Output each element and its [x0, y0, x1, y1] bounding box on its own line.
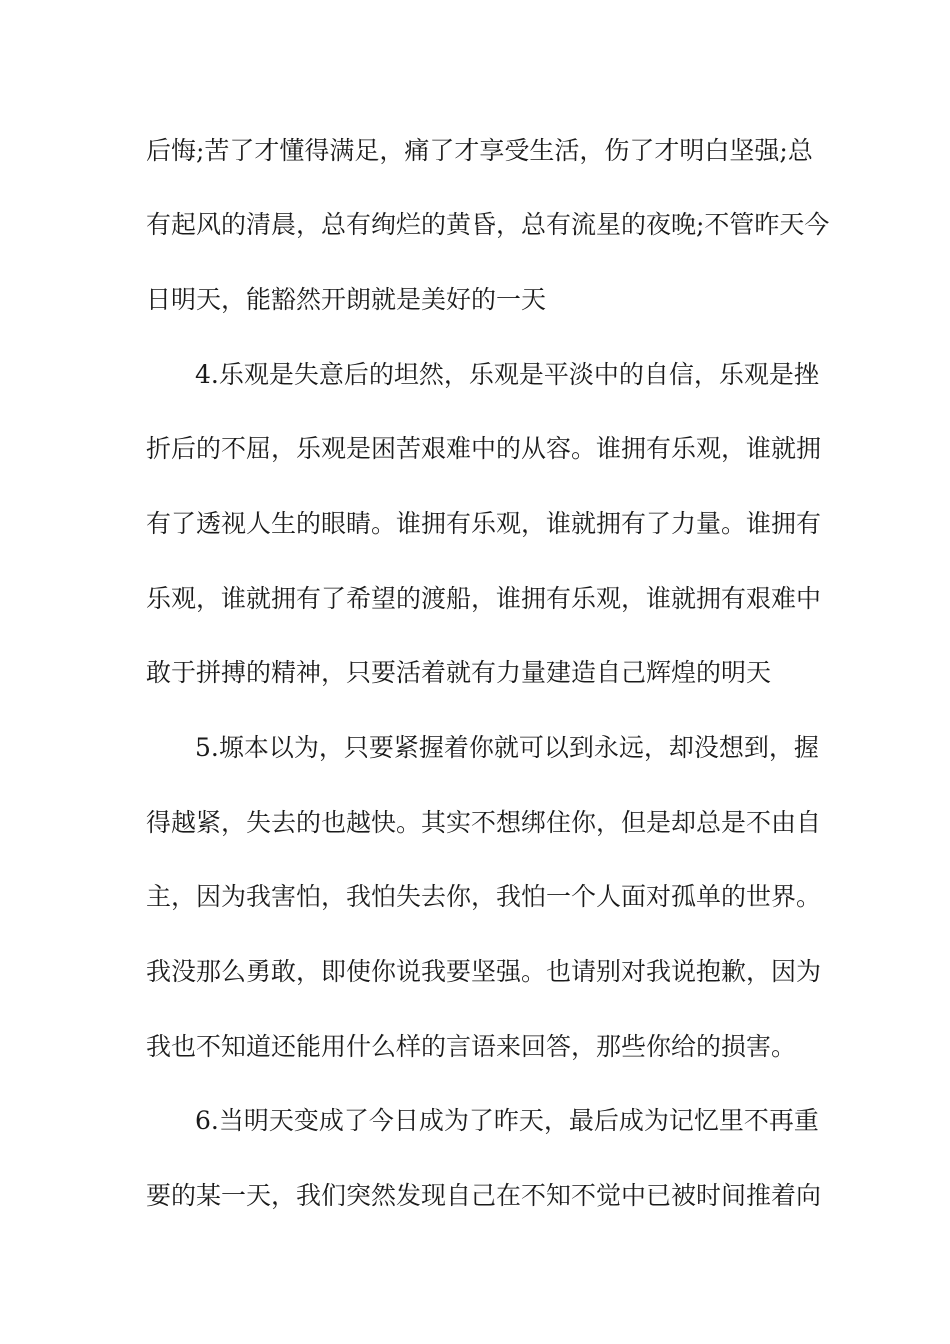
text-line: 折后的不屈，乐观是困苦艰难中的从容。谁拥有乐观，谁就拥 — [146, 434, 822, 463]
text-line: 后悔;苦了才懂得满足，痛了才享受生活，伤了才明白坚强;总 — [146, 136, 813, 165]
text-line: 乐观，谁就拥有了希望的渡船，谁拥有乐观，谁就拥有艰难中 — [146, 584, 822, 613]
paragraph-5-first-line: 5.塬本以为，只要紧握着你就可以到永远，却没想到，握 — [195, 733, 819, 762]
text-line: 有起风的清晨，总有绚烂的黄昏，总有流星的夜晚;不管昨天今 — [146, 210, 830, 239]
paragraph-4-first-line: 4.乐观是失意后的坦然，乐观是平淡中的自信，乐观是挫 — [195, 360, 819, 389]
text-line: 得越紧，失去的也越快。其实不想绑住你，但是却总是不由自 — [146, 808, 822, 837]
text-line: 有了透视人生的眼睛。谁拥有乐观，谁就拥有了力量。谁拥有 — [146, 509, 822, 538]
text-line: 要的某一天，我们突然发现自己在不知不觉中已被时间推着向 — [146, 1181, 822, 1210]
text-line: 我没那么勇敢，即使你说我要坚强。也请别对我说抱歉，因为 — [146, 957, 822, 986]
text-line: 我也不知道还能用什么样的言语来回答，那些你给的损害。 — [146, 1032, 797, 1061]
text-line: 敢于拼搏的精神，只要活着就有力量建造自己辉煌的明天 — [146, 658, 772, 687]
paragraph-6-first-line: 6.当明天变成了今日成为了昨天，最后成为记忆里不再重 — [195, 1106, 819, 1135]
text-line: 主，因为我害怕，我怕失去你，我怕一个人面对孤单的世界。 — [146, 882, 822, 911]
text-line: 日明天，能豁然开朗就是美好的一天 — [146, 285, 547, 314]
